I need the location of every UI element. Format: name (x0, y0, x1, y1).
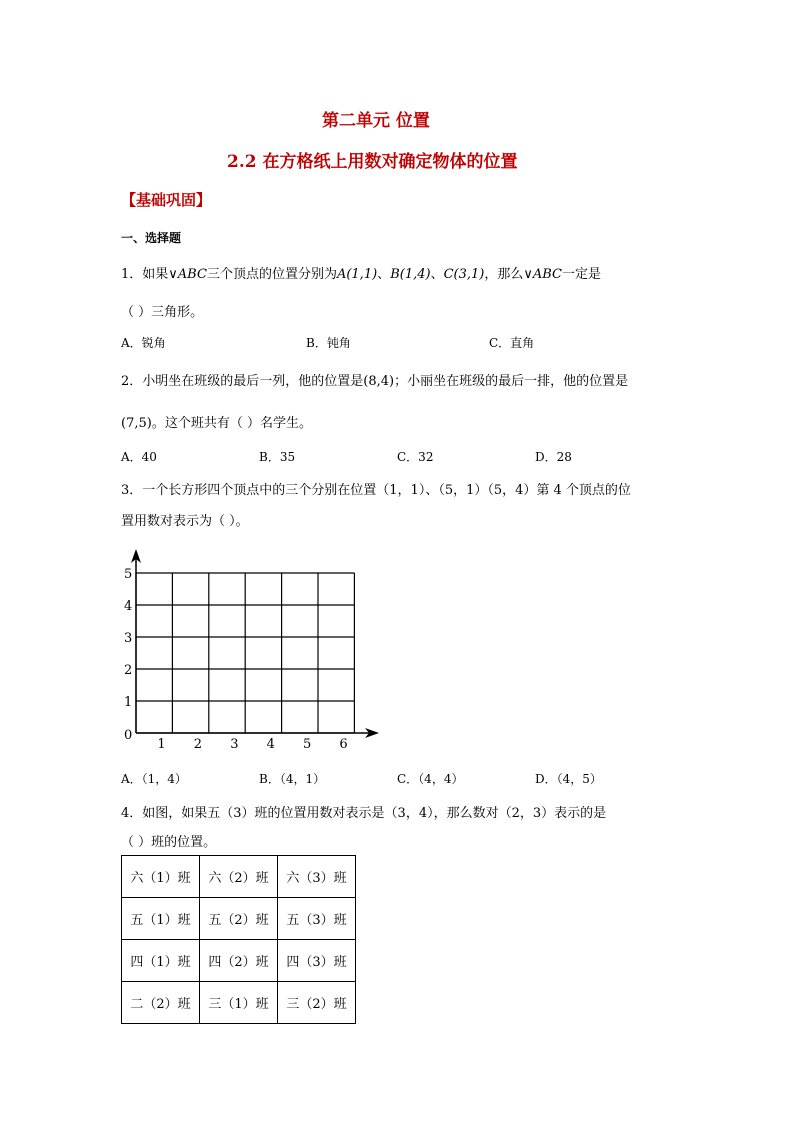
q3-option-a[interactable]: A．（1，4） (121, 772, 187, 786)
q3-option-b[interactable]: B．（4，1） (259, 772, 326, 786)
table-cell: 二（2）班 (122, 982, 200, 1024)
q2-option-a[interactable]: A．40 (121, 450, 157, 464)
section-heading: 【基础巩固】 (121, 191, 212, 209)
q2-pos1: (8,4) (363, 374, 395, 389)
table-row (122, 982, 356, 1024)
x-tick-label: 6 (339, 737, 348, 752)
x-tick-label: 1 (157, 737, 166, 752)
q2-line2 (121, 412, 312, 431)
q2-option-b[interactable]: B．35 (259, 450, 296, 464)
table-row (122, 940, 356, 982)
table-row (122, 856, 356, 898)
x-tick-label: 4 (266, 737, 275, 752)
q4-line1: 4．如图，如果五（3）班的位置用数对表示是（3，4），那么数对（2，3）表示的是 (121, 806, 607, 821)
q1-option-c[interactable]: C．直角 (489, 336, 535, 350)
coordinate-grid (116, 545, 386, 755)
q3-line2: 置用数对表示为（ ）。 (121, 514, 249, 529)
table-cell: 五（2）班 (200, 898, 278, 940)
q3-option-d[interactable]: D．（4，5） (535, 772, 602, 786)
q1-suffix: 一定是 (562, 267, 602, 282)
table-cell: 六（3）班 (278, 856, 356, 898)
q1-point-c: C(3,1) (443, 267, 485, 282)
q2-pos2: (7,5) (121, 416, 152, 431)
q2-option-c[interactable]: C．32 (397, 450, 434, 464)
q4-line2: （ ）班的位置。 (121, 835, 217, 850)
q1-prefix: 1．如果 (121, 267, 169, 282)
class-table (121, 855, 356, 1024)
q2-text: 2．小明坐在班级的最后一列，他的位置是 (121, 374, 364, 389)
x-tick-label: 3 (230, 737, 239, 752)
table-cell: 五（3）班 (278, 898, 356, 940)
table-cell: 四（3）班 (278, 940, 356, 982)
table-row (122, 898, 356, 940)
y-tick-label: 5 (124, 567, 133, 582)
table-cell: 四（2）班 (200, 940, 278, 982)
table-cell: 六（1）班 (122, 856, 200, 898)
y-tick-label: 4 (124, 599, 133, 614)
table-cell: 三（1）班 (200, 982, 278, 1024)
y-tick-label: 1 (124, 695, 133, 710)
q1-triangle: ∨ABC (523, 267, 563, 282)
q1-text: 三个顶点的位置分别为 (206, 267, 337, 282)
y-tick-label: 2 (124, 663, 133, 678)
part-heading: 一、选择题 (121, 231, 182, 245)
table-cell: 六（2）班 (200, 856, 278, 898)
q2-text: 。这个班共有（ ）名学生。 (151, 416, 312, 431)
q2-text: ；小丽坐在班级的最后一排，他的位置是 (394, 374, 629, 389)
q2-option-d[interactable]: D．28 (535, 450, 572, 464)
q1-point-b: B(1,4) (390, 267, 431, 282)
x-tick-label: 2 (193, 737, 203, 752)
q1-line1 (121, 263, 601, 282)
y-tick-label: 3 (124, 631, 133, 646)
table-cell: 四（1）班 (122, 940, 200, 982)
q1-option-b[interactable]: B．钝角 (306, 336, 351, 350)
q1-line2: （ ）三角形。 (121, 305, 204, 320)
q3-option-c[interactable]: C．（4，4） (397, 772, 464, 786)
q1-option-a[interactable]: A．锐角 (121, 336, 166, 350)
grid-lines (136, 573, 354, 733)
table-cell: 三（2）班 (278, 982, 356, 1024)
table-cell: 五（1）班 (122, 898, 200, 940)
q3-line1: 3．一个长方形四个顶点中的三个分别在位置（1，1）、（5，1）（5，4）第 4 个顶点的位 (121, 483, 631, 498)
q1-sep: 、 (430, 267, 444, 282)
q1-text: ，那么 (484, 267, 524, 282)
q1-sep: 、 (377, 267, 391, 282)
x-tick-label: 5 (303, 737, 312, 752)
q2-line1 (121, 370, 628, 389)
q1-point-a: A(1,1) (336, 267, 378, 282)
unit-title: 第二单元 位置 (322, 111, 430, 131)
q1-triangle: ∨ABC (168, 267, 207, 282)
axis-labels (124, 567, 348, 752)
origin-label: 0 (124, 728, 133, 743)
lesson-title: 2.2 在方格纸上用数对确定物体的位置 (227, 152, 518, 172)
